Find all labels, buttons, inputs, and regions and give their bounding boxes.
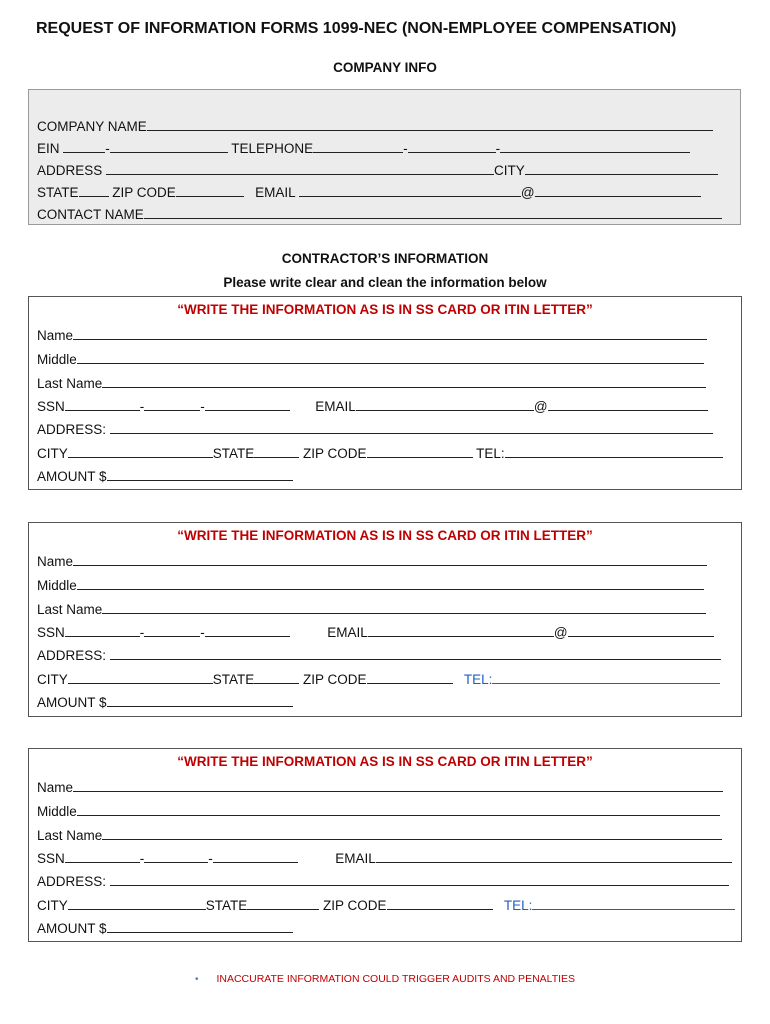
ssn-field-part1[interactable] [65,622,140,637]
telephone-field-part1[interactable] [313,138,403,153]
company-name-label: COMPANY NAME [37,119,147,134]
middle-field[interactable] [77,349,704,364]
middle-label: Middle [37,578,77,593]
zip-label: ZIP CODE [303,672,367,687]
address-field[interactable] [110,419,713,434]
footer-warning [0,973,770,985]
ein-telephone-row [37,138,690,158]
at-sign: @ [520,185,535,200]
tel-label: TEL: [503,898,533,913]
ssn-email-row [37,622,714,642]
ssn-field-part3[interactable] [205,396,290,411]
dash: - [495,141,501,156]
city-label: CITY [37,898,68,913]
last-name-label: Last Name [37,602,103,617]
city-field[interactable] [68,895,206,910]
telephone-label: TELEPHONE [231,141,314,156]
contractor-warning: “WRITE THE INFORMATION AS IS IN SS CARD OR ITIN LETTER” [177,302,593,317]
last-name-row [37,373,706,393]
name-row [37,551,707,571]
dash: - [105,141,110,156]
tel-link[interactable] [464,672,721,687]
ssn-email-row [37,396,708,416]
telephone-field-part2[interactable] [408,138,496,153]
tel-link[interactable] [504,898,736,913]
dash: - [403,141,408,156]
telephone-field-part3[interactable] [500,138,690,153]
name-label: Name [37,328,74,343]
middle-field[interactable] [77,801,720,816]
state-label: STATE [205,898,248,913]
city-state-zip-tel-row [37,443,723,463]
email-user-field[interactable] [368,622,554,637]
address-row [37,871,729,891]
state-label: STATE [212,446,255,461]
ssn-field-part1[interactable] [65,396,140,411]
contact-name-label: CONTACT NAME [37,207,144,222]
email-label: EMAIL [255,185,296,200]
name-row [37,777,723,797]
contractor-section-2 [28,522,742,717]
email-field[interactable] [376,848,732,863]
dash: - [139,625,145,640]
zip-field[interactable] [367,669,453,684]
tel-field[interactable] [492,669,720,684]
address-city-row [37,160,718,180]
state-label: STATE [212,672,255,687]
zip-label: ZIP CODE [303,446,367,461]
email-domain-field[interactable] [548,396,708,411]
amount-field[interactable] [107,466,293,481]
address-field[interactable] [106,160,494,175]
city-field[interactable] [68,669,213,684]
company-info-heading: COMPANY INFO [333,60,437,75]
amount-field[interactable] [107,692,293,707]
company-name-row [37,116,713,136]
contractor-section-3 [28,748,742,942]
form-title: REQUEST OF INFORMATION FORMS 1099-NEC (NON-EMPLOYEE COMPENSATION) [36,20,677,37]
company-name-field[interactable] [147,116,713,131]
address-label: ADDRESS: [37,874,110,889]
last-name-field[interactable] [102,825,722,840]
middle-row [37,575,704,595]
company-info-section [28,89,741,225]
state-field[interactable] [79,182,109,197]
state-field[interactable] [254,669,299,684]
amount-row [37,692,293,712]
amount-field[interactable] [107,918,293,933]
middle-label: Middle [37,352,77,367]
dash: - [200,399,205,414]
ssn-label: SSN [37,625,65,640]
last-name-label: Last Name [37,376,103,391]
ssn-label: SSN [37,399,65,414]
contractor-warning: “WRITE THE INFORMATION AS IS IN SS CARD OR ITIN LETTER” [177,754,593,769]
contact-name-row [37,204,722,224]
dash: - [139,851,145,866]
contractor-info-note: Please write clear and clean the information below [223,275,547,290]
name-row [37,325,707,345]
city-state-zip-tel-row [37,895,735,915]
at-sign: @ [533,399,548,414]
state-label: STATE [37,185,79,200]
city-label: CITY [37,672,68,687]
last-name-row [37,825,722,845]
address-row [37,645,721,665]
ssn-field-part1[interactable] [65,848,140,863]
address-label: ADDRESS: [37,648,110,663]
name-label: Name [37,554,74,569]
ein-label: EIN [37,141,60,156]
state-zip-email-row [37,182,701,202]
email-domain-field[interactable] [568,622,714,637]
zip-field[interactable] [367,443,473,458]
name-label: Name [37,780,74,795]
city-field[interactable] [525,160,718,175]
email-domain-field[interactable] [535,182,701,197]
middle-row [37,349,704,369]
amount-label: AMOUNT $ [37,921,107,936]
city-field[interactable] [68,443,213,458]
zip-label: ZIP CODE [323,898,387,913]
middle-row [37,801,720,821]
ssn-field-part2[interactable] [144,622,200,637]
ssn-label: SSN [37,851,65,866]
ssn-field-part2[interactable] [144,396,200,411]
zip-field[interactable] [176,182,244,197]
email-label: EMAIL [335,851,376,866]
amount-row [37,918,293,938]
amount-label: AMOUNT $ [37,695,107,710]
last-name-field[interactable] [102,599,706,614]
contractor-section-1 [28,296,742,490]
address-field[interactable] [110,645,721,660]
bullet-icon: • [194,974,199,985]
ssn-field-part3[interactable] [213,848,298,863]
address-label: ADDRESS: [37,422,110,437]
city-state-zip-tel-row [37,669,720,689]
ssn-email-row [37,848,732,868]
ein-field-part1[interactable] [63,138,105,153]
email-label: EMAIL [327,625,368,640]
address-row [37,419,713,439]
name-field[interactable] [73,551,707,566]
contact-name-field[interactable] [144,204,722,219]
middle-field[interactable] [77,575,704,590]
email-user-field[interactable] [299,182,521,197]
tel-field[interactable] [532,895,735,910]
state-field[interactable] [247,895,319,910]
last-name-row [37,599,706,619]
dash: - [200,625,205,640]
last-name-field[interactable] [102,373,706,388]
at-sign: @ [553,625,568,640]
address-field[interactable] [110,871,729,886]
footer-warning-text: INACCURATE INFORMATION COULD TRIGGER AUDITS AND PENALTIES [216,973,576,985]
name-field[interactable] [73,777,723,792]
name-field[interactable] [73,325,707,340]
email-user-field[interactable] [356,396,534,411]
amount-label: AMOUNT $ [37,469,107,484]
ssn-field-part3[interactable] [205,622,290,637]
dash: - [139,399,145,414]
city-label: CITY [494,163,525,178]
state-field[interactable] [254,443,299,458]
zip-label: ZIP CODE [112,185,176,200]
tel-label: TEL: [476,446,505,461]
middle-label: Middle [37,804,77,819]
tel-field[interactable] [505,443,723,458]
zip-field[interactable] [387,895,493,910]
contractor-warning: “WRITE THE INFORMATION AS IS IN SS CARD OR ITIN LETTER” [177,528,593,543]
email-label: EMAIL [315,399,356,414]
address-label: ADDRESS [37,163,103,178]
city-label: CITY [37,446,68,461]
tel-label: TEL: [463,672,493,687]
contractor-info-heading: CONTRACTOR’S INFORMATION [281,251,489,266]
amount-row [37,466,293,486]
last-name-label: Last Name [37,828,103,843]
ssn-field-part2[interactable] [144,848,208,863]
dash: - [208,851,213,866]
ein-field-part2[interactable] [110,138,228,153]
